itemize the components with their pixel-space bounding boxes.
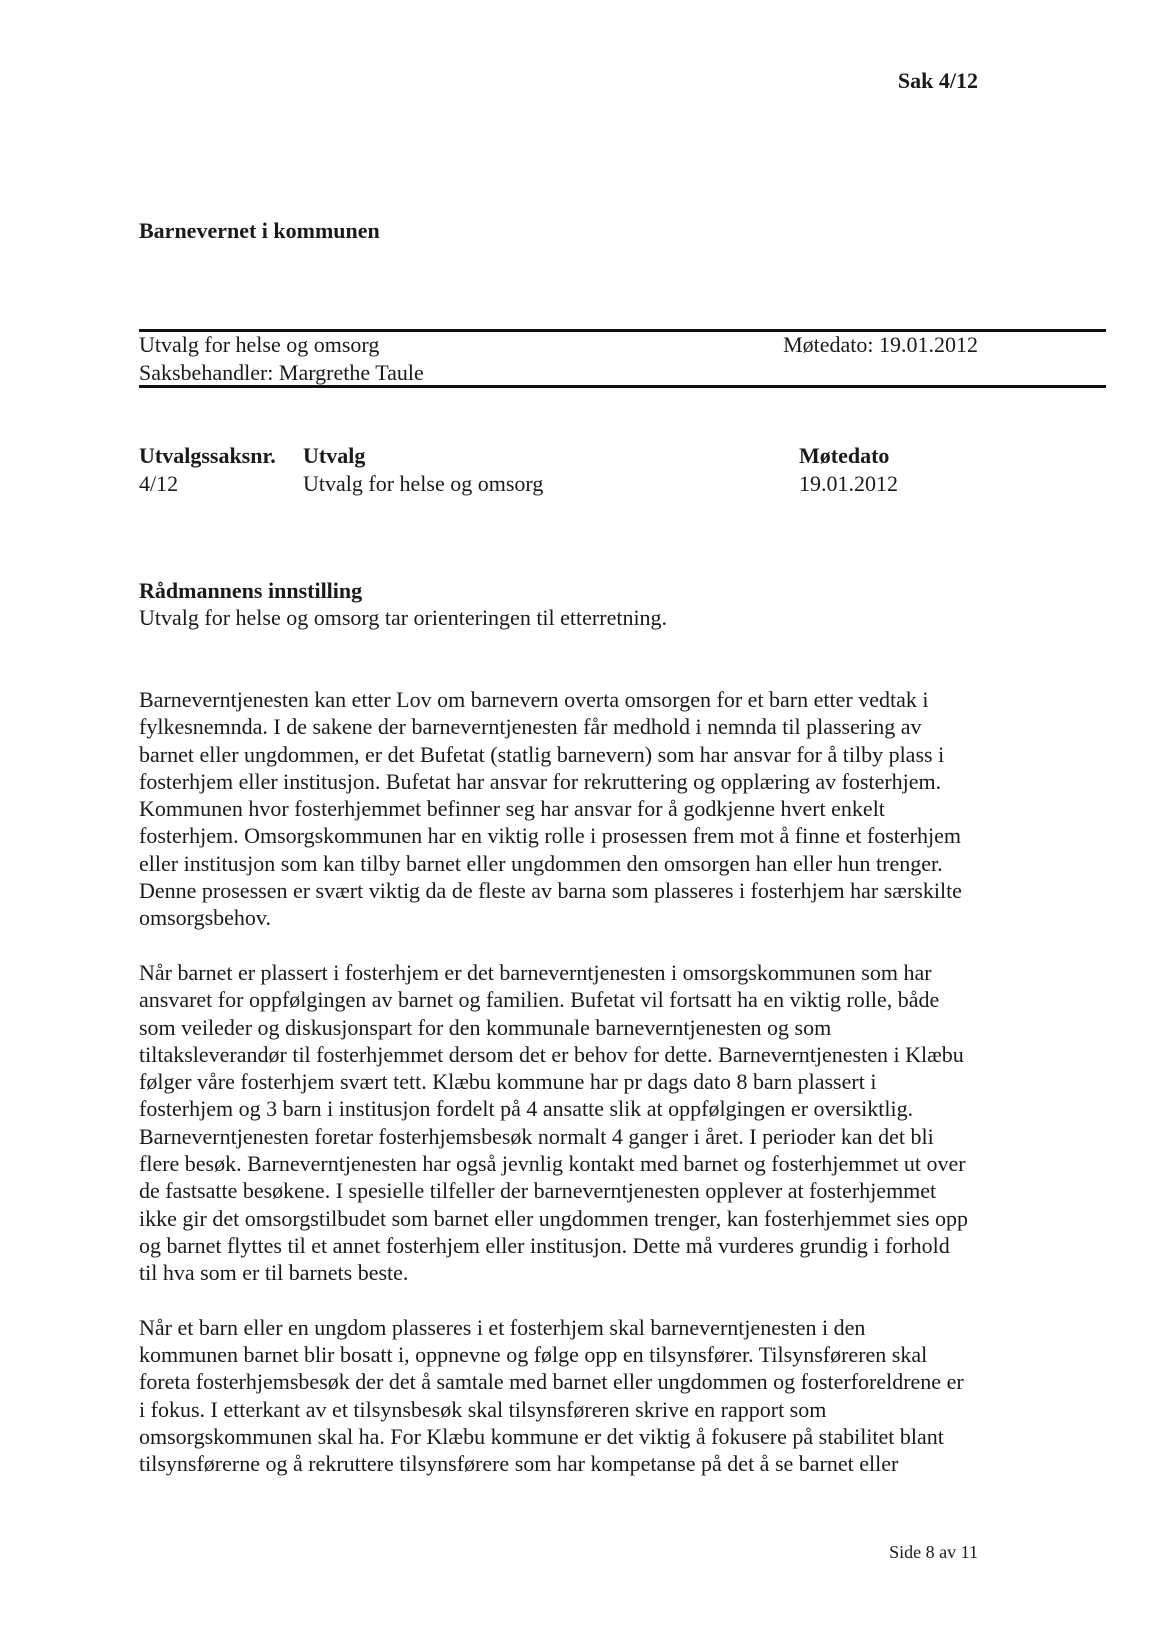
paragraph-line: følger våre fosterhjem svært tett. Klæbu kommune har pr dags dato 8 barn plassert i xyxy=(139,1069,877,1095)
paragraph-line: fosterhjem eller institusjon. Bufetat har ansvar for rekruttering og opplæring av fosterhjem. xyxy=(139,768,942,794)
committee-name: Utvalg for helse og omsorg xyxy=(139,332,380,357)
paragraph-line: fylkesnemnda. I de sakene der barneverntjenesten får medhold i nemnda til plassering av xyxy=(139,714,922,740)
paragraph-line: foreta fosterhjemsbesøk der det å samtale med barnet eller ungdommen og fosterforeldrene er xyxy=(139,1369,964,1395)
cell-case-number: 4/12 xyxy=(139,471,179,496)
paragraph-line: tiltaksleverandør til fosterhjemmet dersom det er behov for dette. Barneverntjenesten i Klæbu xyxy=(139,1041,964,1067)
paragraph-line: omsorgskommunen skal ha. For Klæbu kommune er det viktig å fokusere på stabilitet blant xyxy=(139,1424,944,1450)
header-case-number: Utvalgssaksnr. xyxy=(139,443,276,468)
paragraph-line: Denne prosessen er svært viktig da de fleste av barna som plasseres i fosterhjem har særskilte xyxy=(139,878,962,904)
bottom-rule xyxy=(139,385,1106,388)
paragraph-line: til hva som er til barnets beste. xyxy=(139,1260,409,1286)
paragraph-line: Når barnet er plassert i fosterhjem er det barneverntjenesten i omsorgskommunen som har xyxy=(139,959,932,985)
cell-committee: Utvalg for helse og omsorg xyxy=(303,471,544,496)
paragraph-line: flere besøk. Barneverntjenesten har også jevnlig kontakt med barnet og fosterhjemmet ut over xyxy=(139,1151,966,1177)
paragraph-line: Barneverntjenesten foretar fosterhjemsbesøk normalt 4 ganger i året. I perioder kan det bli xyxy=(139,1123,934,1149)
body-paragraph xyxy=(139,686,1044,932)
paragraph-line: Når et barn eller en ungdom plasseres i et fosterhjem skal barneverntjenesten i den xyxy=(139,1314,866,1340)
body-paragraph xyxy=(139,1314,1044,1478)
paragraph-line: fosterhjem og 3 barn i institusjon fordelt på 4 ansatte slik at oppfølgingen er oversiktlig. xyxy=(139,1096,914,1122)
paragraph-line: ansvaret for oppfølgingen av barnet og familien. Bufetat vil fortsatt ha en viktig rolle, både xyxy=(139,987,940,1013)
recommendation-heading: Rådmannens innstilling xyxy=(139,578,363,603)
paragraph-line: og barnet flyttes til et annet fosterhjem eller institusjon. Dette må vurderes grundig i forhold xyxy=(139,1232,950,1258)
paragraph-line: eller institusjon som kan tilby barnet eller ungdommen den omsorgen han eller hun trenger. xyxy=(139,850,943,876)
paragraph-line: tilsynsførerne og å rekruttere tilsynsførere som har kompetanse på det å se barnet eller xyxy=(139,1451,899,1477)
paragraph-line: i fokus. I etterkant av et tilsynsbesøk skal tilsynsføreren skrive en rapport som xyxy=(139,1396,827,1422)
paragraph-line: Barneverntjenesten kan etter Lov om barnevern overta omsorgen for et barn etter vedtak i xyxy=(139,687,929,712)
body-text xyxy=(139,686,1044,1505)
case-reference: Sak 4/12 xyxy=(897,68,978,93)
paragraph-line: fosterhjem. Omsorgskommunen har en viktig rolle i prosessen frem mot å finne et fosterhjem xyxy=(139,823,961,849)
header-meeting-date: Møtedato xyxy=(799,443,890,468)
paragraph-line: de fastsatte besøkene. I spesielle tilfeller der barneverntjenesten opplever at fosterhjemmet xyxy=(139,1178,937,1204)
paragraph-line: ikke gir det omsorgstilbudet som barnet eller ungdommen trenger, kan fosterhjemmet sies opp xyxy=(139,1205,969,1231)
document-title: Barnevernet i kommunen xyxy=(139,218,380,243)
paragraph-line: som veileder og diskusjonspart for den kommunale barneverntjenesten og som xyxy=(139,1014,832,1040)
cell-meeting-date: 19.01.2012 xyxy=(799,471,898,496)
page-number: Side 8 av 11 xyxy=(889,1542,978,1562)
body-paragraph xyxy=(139,959,1044,1287)
paragraph-line: kommunen barnet blir bosatt i, oppnevne og følge opp en tilsynsfører. Tilsynsføreren skal xyxy=(139,1342,928,1368)
recommendation-text: Utvalg for helse og omsorg tar orienteringen til etterretning. xyxy=(139,605,668,630)
paragraph-line: barnet eller ungdommen, er det Bufetat (statlig barnevern) som har ansvar for å tilby plass i xyxy=(139,741,945,767)
paragraph-line: omsorgsbehov. xyxy=(139,905,271,931)
paragraph-line: Kommunen hvor fosterhjemmet befinner seg har ansvar for å godkjenne hvert enkelt xyxy=(139,796,885,822)
header-committee: Utvalg xyxy=(303,443,366,468)
meeting-date: Møtedato: 19.01.2012 xyxy=(783,332,978,357)
case-handler: Saksbehandler: Margrethe Taule xyxy=(139,360,424,385)
